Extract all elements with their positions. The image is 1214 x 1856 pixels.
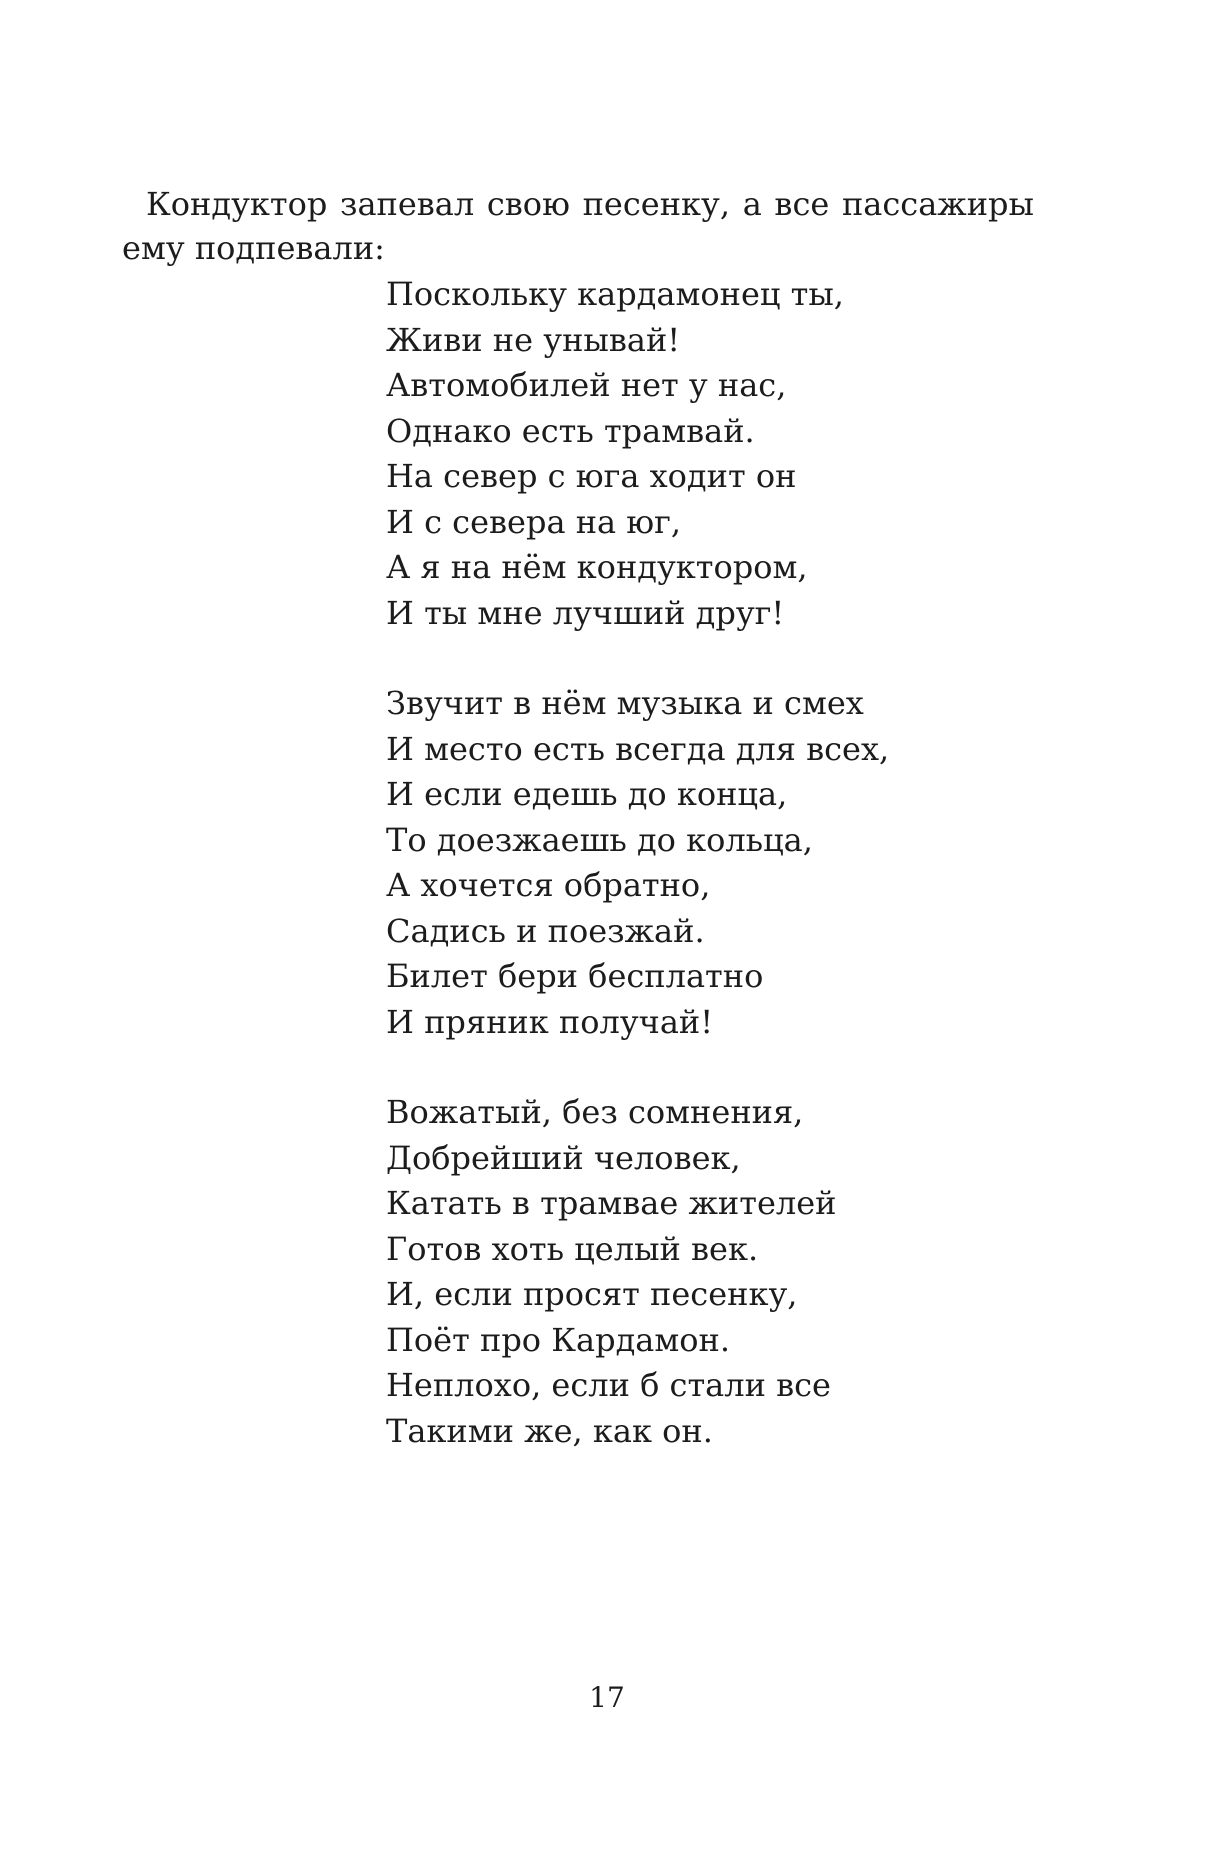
verse-line: И место есть всегда для всех, (386, 729, 890, 768)
verse-line: Звучит в нём музыка и смех (386, 684, 864, 722)
verse-line: Неплохо, если б стали все (386, 1366, 831, 1404)
intro-paragraph (122, 182, 1034, 270)
verse-line: И ты мне лучший друг! (386, 593, 785, 632)
poem (386, 272, 946, 1499)
verse-line: Такими же, как он. (386, 1411, 713, 1450)
verse-line: А хочется обратно, (386, 866, 711, 904)
verse-line: Автомобилей нет у нас, (386, 366, 787, 404)
stanza-3 (386, 1090, 946, 1454)
verse-line: Поёт про Кардамон. (386, 1320, 730, 1359)
intro-line-1: Кондуктор запевал свою песенку, а все пассажиры (146, 185, 1034, 223)
verse-line: На север с юга ходит он (386, 457, 797, 495)
verse-line: То доезжаешь до кольца, (386, 820, 813, 859)
verse-line: Катать в трамвае жителей (386, 1184, 837, 1222)
verse-line: Вожатый, без сомнения, (386, 1093, 804, 1131)
verse-line: Однако есть трамвай. (386, 411, 755, 450)
intro-line-2: ему подпевали: (122, 229, 385, 267)
verse-line: Добрейший человек, (386, 1138, 741, 1177)
verse-line: И если едешь до конца, (386, 775, 788, 813)
verse-line: Готов хоть целый век. (386, 1229, 759, 1268)
stanza-2 (386, 681, 946, 1045)
verse-line: И, если просят песенку, (386, 1275, 798, 1313)
stanza-1 (386, 272, 946, 636)
verse-line: Садись и поезжай. (386, 911, 705, 950)
verse-line: И пряник получай! (386, 1002, 714, 1041)
verse-line: Поскольку кардамонец ты, (386, 275, 844, 313)
page-number: 17 (589, 1681, 625, 1714)
verse-line: И с севера на юг, (386, 502, 682, 541)
verse-line: А я на нём кондуктором, (386, 548, 808, 586)
verse-line: Билет бери бесплатно (386, 957, 764, 995)
verse-line: Живи не унывай! (386, 320, 681, 359)
